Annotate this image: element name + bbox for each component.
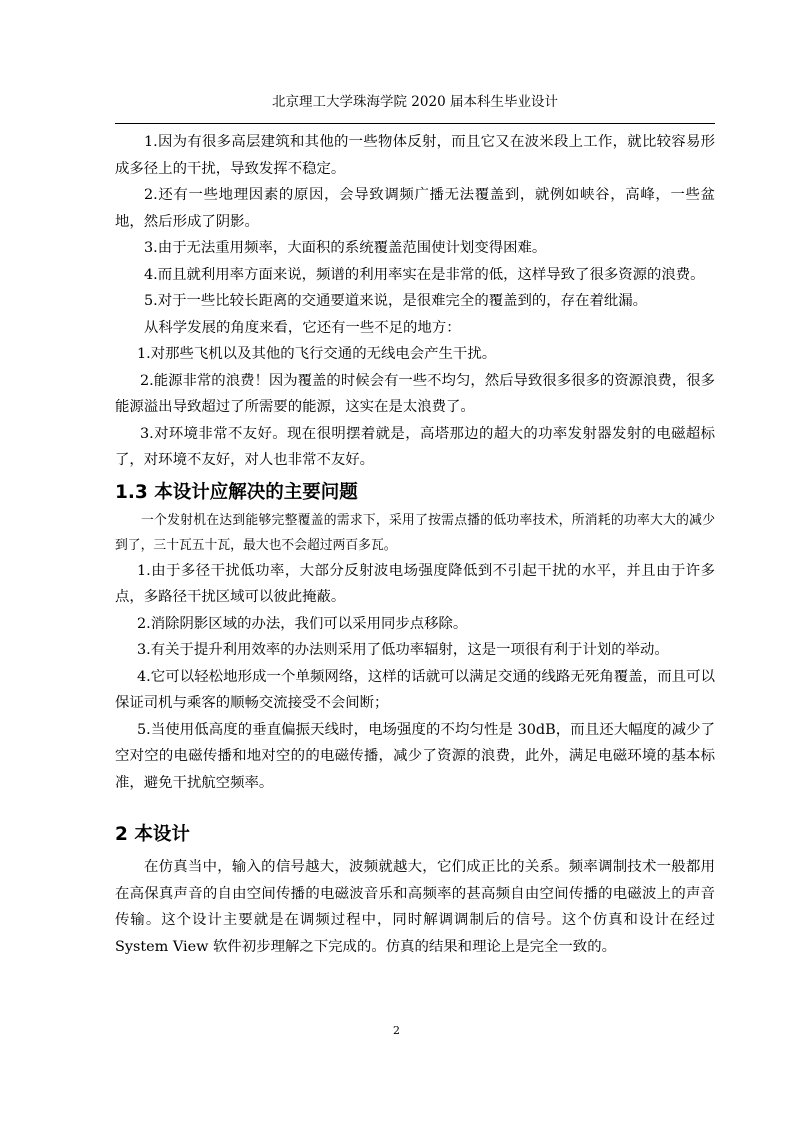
- section-heading-1-3: 1.3 本设计应解决的主要问题: [115, 481, 358, 503]
- list-item: 1.因为有很多高层建筑和其他的一些物体反射，而且它又在波米段上工作，就比较容易形成多径上的干扰，导致发挥不稳定。: [115, 134, 715, 177]
- header-rule: [115, 123, 715, 124]
- section-intro: 一个发射机在达到能够完整覆盖的需求下，采用了按需点播的低功率技术，所消耗的功率大大的减少到了，三十瓦五十瓦，最大也不会超过两百多瓦。: [115, 512, 715, 553]
- list-item: 4.而且就利用率方面来说，频谱的利用率实在是非常的低，这样导致了很多资源的浪费。: [144, 266, 705, 283]
- list-item: 2.还有一些地理因素的原因，会导致调频广播无法覆盖到，就例如峡谷，高峰，一些盆地，然后形成了阴影。: [115, 187, 715, 230]
- list-item: 1.对那些飞机以及其他的飞行交通的无线电会产生干扰。: [137, 346, 497, 362]
- list-item: 4.它可以轻松地形成一个单频网络，这样的话就可以满足交通的线路无死角覆盖，而且可以保证司机与乘客的顺畅交流接受不会间断；: [115, 668, 715, 711]
- list-item: 3.有关于提升利用效率的办法则采用了低功率辐射，这是一项很有利于计划的举动。: [137, 642, 669, 658]
- page-number: 2: [393, 1024, 400, 1037]
- document-body: [115, 129, 715, 960]
- science-intro: 从科学发展的角度来看，它还有一些不足的地方：: [144, 319, 461, 336]
- list-item: 3.由于无法重用频率，大面积的系统覆盖范围使计划变得困难。: [144, 240, 547, 256]
- list-item: 2.能源非常的浪费！因为覆盖的时候会有一些不均匀，然后导致很多很多的资源浪费，很多能源溢出导致超过了所需要的能源，这实在是太浪费了。: [115, 372, 715, 415]
- list-item: 5.对于一些比较长距离的交通要道来说，是很难完全的覆盖到的，存在着纰漏。: [144, 293, 648, 309]
- list-item: 1.由于多径干扰低功率，大部分反射波电场强度降低到不引起干扰的水平，并且由于许多点，多路径干扰区域可以彼此掩蔽。: [115, 562, 715, 605]
- section-body: 在仿真当中，输入的信号越大，波频就越大，它们成正比的关系。频率调制技术一般都用在高保真声音的自由空间传播的电磁波音乐和高频率的甚高频自由空间传播的电磁波上的声音传输。这个设计主要就是在调频过程中，同时解调调制后的信号。这个仿真和设计在经过 System View 软件初步理解之下完成的。仿真的结果和理论上是完全一致的。: [115, 859, 715, 955]
- page-header: 北京理工大学珠海学院 2020 届本科生毕业设计: [272, 94, 558, 110]
- list-item: 3.对环境非常不友好。现在很明摆着就是，高塔那边的超大的功率发射器发射的电磁超标了，对环境不友好，对人也非常不友好。: [115, 425, 715, 468]
- list-item: 2.消除阴影区域的办法，我们可以采用同步点移除。: [137, 615, 468, 632]
- list-item: 5.当使用低高度的垂直偏振天线时，电场强度的不均匀性是 30dB，而且还大幅度的减少了空对空的电磁传播和地对空的的电磁传播，减少了资源的浪费，此外，满足电磁环境的基本标准，避免干扰航空频率。: [115, 721, 715, 791]
- section-heading-2: 2 本设计: [115, 824, 190, 845]
